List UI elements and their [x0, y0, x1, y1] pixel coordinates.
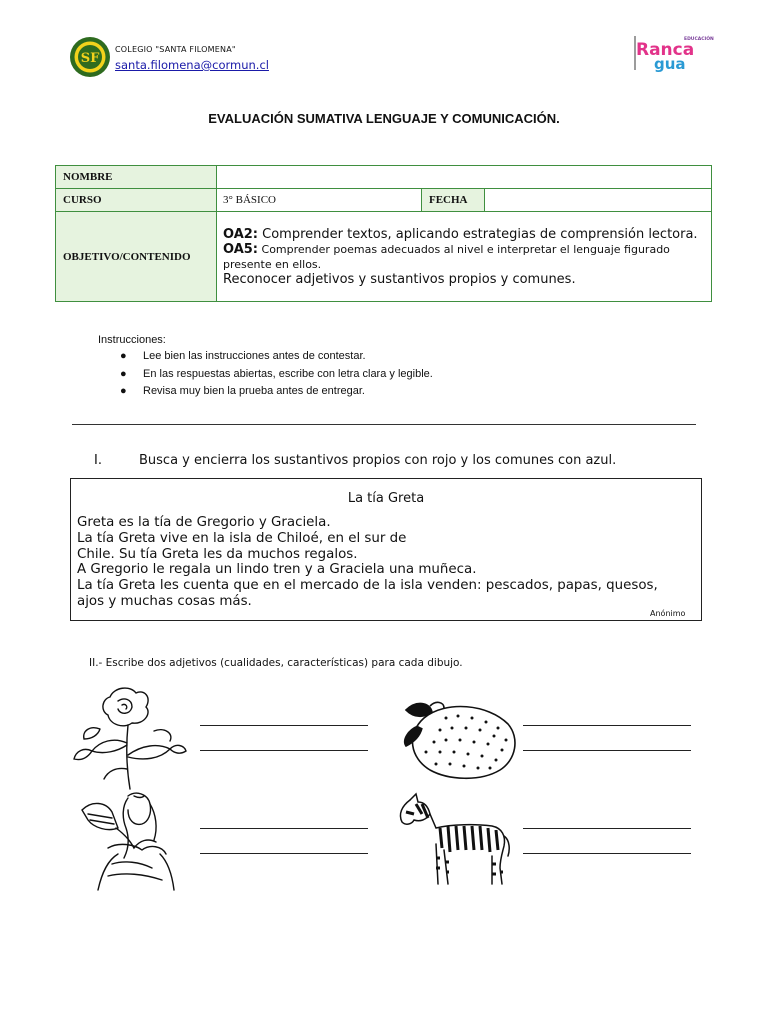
answer-line[interactable] [523, 725, 691, 726]
section1-number: I. [94, 453, 102, 468]
story-text [77, 515, 658, 610]
course-label: CURSO [56, 189, 217, 212]
svg-text:gua: gua [654, 55, 686, 73]
instruction-item: ● Revisa muy bien la prueba antes de entregar. [120, 385, 365, 397]
student-info-table [55, 165, 712, 302]
answer-line[interactable] [523, 750, 691, 751]
strawberry-drawing [396, 696, 522, 782]
section1-instruction: Busca y encierra los sustantivos propios con rojo y los comunes con azul. [139, 453, 617, 468]
girl-drawing [78, 788, 186, 892]
course-value: 3° BÁSICO [217, 189, 422, 212]
instruction-item: ● En las respuestas abiertas, escribe con letra clara y legible. [120, 367, 433, 380]
instructions-list [120, 348, 433, 401]
school-logo [69, 36, 111, 78]
bullet-icon: ● [120, 350, 127, 362]
svg-text:EDUCACIÓN: EDUCACIÓN [684, 37, 714, 42]
document-title: EVALUACIÓN SUMATIVA LENGUAJE Y COMUNICACIÓN. [208, 111, 560, 126]
story-line: A Gregorio le regala un lindo tren y a Graciela una muñeca. [77, 562, 477, 578]
bullet-icon: ● [120, 385, 127, 397]
oa5-text: Comprender poemas adecuados al nivel e interpretar el lenguaje figurado presente en ellos. [223, 242, 670, 271]
bullet-icon: ● [120, 367, 127, 380]
instructions-title: Instrucciones: [98, 334, 166, 346]
oa2-code: OA2: [223, 226, 259, 242]
answer-line[interactable] [200, 853, 368, 854]
school-email-link[interactable]: santa.filomena@cormun.cl [115, 58, 269, 72]
name-label: NOMBRE [56, 166, 217, 189]
objective-content [217, 212, 712, 302]
answer-line[interactable] [523, 853, 691, 854]
story-line: La tía Greta vive en la isla de Chiloé, en el sur de [77, 530, 407, 546]
answer-line[interactable] [200, 750, 368, 751]
oa2-text: Comprender textos, aplicando estrategias de comprensión lectora. [258, 226, 698, 242]
story-title: La tía Greta [347, 491, 425, 506]
story-author: Anónimo [650, 609, 686, 618]
rancagua-logo [634, 34, 714, 73]
section2-instruction: II.- Escribe dos adjetivos (cualidades, características) para cada dibujo. [89, 657, 463, 669]
story-line: Greta es la tía de Gregorio y Graciela. [77, 515, 331, 530]
objective-label: OBJETIVO/CONTENIDO [56, 212, 217, 302]
svg-text:Ranca: Ranca [636, 40, 695, 60]
name-field[interactable] [217, 166, 712, 189]
school-name: COLEGIO "SANTA FILOMENA" [115, 45, 236, 54]
date-field[interactable] [485, 189, 712, 212]
rose-drawing [70, 685, 188, 791]
svg-text:SF: SF [80, 51, 100, 66]
content-text: Reconocer adjetivos y sustantivos propios y comunes. [223, 271, 576, 287]
story-line: La tía Greta les cuenta que en el mercado de la isla venden: pescados, papas, quesos, [77, 578, 658, 594]
date-label: FECHA [422, 189, 485, 212]
section-divider [72, 424, 696, 425]
answer-line[interactable] [200, 828, 368, 829]
story-line: ajos y muchas cosas más. [77, 593, 252, 609]
answer-line[interactable] [523, 828, 691, 829]
story-line: Chile. Su tía Greta les da muchos regalos. [77, 546, 358, 562]
oa5-code: OA5: [223, 241, 259, 257]
answer-line[interactable] [200, 725, 368, 726]
zebra-drawing [392, 792, 512, 888]
instruction-item: ● Lee bien las instrucciones antes de contestar. [120, 350, 366, 362]
